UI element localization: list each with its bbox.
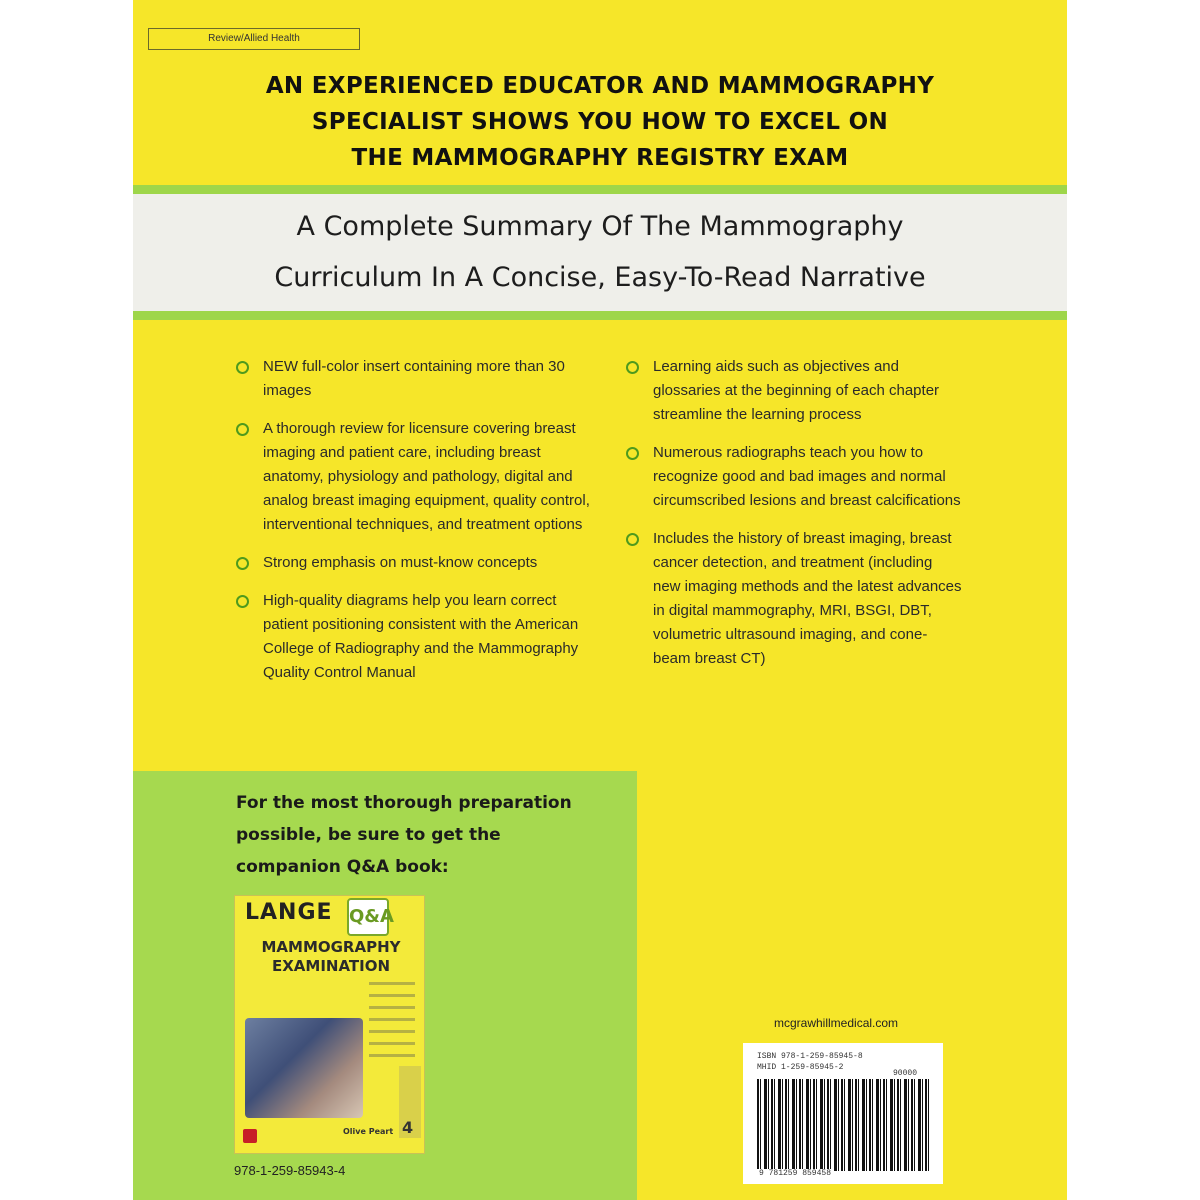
cover-photo: [245, 1018, 363, 1118]
bullet-item: [233, 589, 598, 685]
barcode-icon: [757, 1079, 932, 1171]
green-stripe-top: [133, 185, 1067, 194]
bullet-list-right: [623, 355, 963, 685]
bullet-list-left: [233, 355, 598, 699]
companion-title-line-2: EXAMINATION: [271, 957, 391, 975]
companion-promo-panel: [133, 771, 637, 1200]
lange-logo: LANGE: [245, 900, 333, 925]
qa-badge: Q&A: [347, 898, 389, 936]
bullet-circle-icon: [236, 557, 249, 570]
bullet-text: Strong emphasis on must-know concepts: [263, 554, 538, 571]
bullet-item: [233, 355, 598, 403]
isbn-line: ISBN 978-1-259-85945-8: [757, 1052, 863, 1061]
mhid-line: MHID 1-259-85945-2: [757, 1063, 844, 1072]
companion-author: Olive Peart: [343, 1127, 394, 1136]
publisher-website: mcgrawhillmedical.com: [774, 1016, 899, 1030]
summary-line-1: A Complete Summary Of The Mammography: [296, 211, 904, 242]
companion-title-line-1: MAMMOGRAPHY: [261, 938, 401, 956]
bullet-text: Numerous radiographs teach you how to recognize good and bad images and normal circumscribed lesions and breast calcifications: [653, 444, 961, 509]
book-back-cover: [133, 0, 1067, 1200]
promo-line-1: For the most thorough preparation: [236, 793, 572, 813]
bullet-circle-icon: [236, 595, 249, 608]
barcode-digits: 9 781259 859458: [759, 1169, 832, 1178]
bullet-text: High-quality diagrams help you learn correct patient positioning consistent with the American College of Radiography and the Mammography Quality Control Manual: [263, 592, 579, 681]
bullet-item: [623, 355, 963, 427]
promo-line-2: possible, be sure to get the: [236, 825, 501, 845]
category-label: Review/Allied Health: [148, 28, 360, 50]
headline-line-3: THE MAMMOGRAPHY REGISTRY EXAM: [351, 145, 849, 171]
bullet-circle-icon: [626, 447, 639, 460]
bullet-circle-icon: [626, 361, 639, 374]
bullet-text: A thorough review for licensure covering breast imaging and patient care, including breast anatomy, physiology and pathology, digital and analog breast imaging equipment, quality control, interventional techniques, and treatment options: [263, 420, 590, 533]
bullet-text: Learning aids such as objectives and glossaries at the beginning of each chapter streamline the learning process: [653, 358, 940, 423]
bullet-text: NEW full-color insert containing more than 30 images: [263, 358, 565, 399]
companion-book-title: [241, 938, 421, 976]
green-stripe-bottom: [133, 311, 1067, 320]
bullet-circle-icon: [626, 533, 639, 546]
bullet-circle-icon: [236, 423, 249, 436]
edition-number: 4: [402, 1118, 414, 1137]
companion-book-cover: [234, 895, 425, 1154]
cover-text-lines: [369, 982, 415, 1066]
companion-isbn: 978-1-259-85943-4: [234, 1163, 346, 1178]
bullet-item: [233, 417, 598, 537]
bullet-item: [233, 551, 598, 575]
headline: [133, 68, 1067, 176]
summary-line-2: Curriculum In A Concise, Easy-To-Read Narrative: [274, 262, 926, 293]
headline-line-2: SPECIALIST SHOWS YOU HOW TO EXCEL ON: [311, 109, 889, 135]
bullet-item: [623, 441, 963, 513]
promo-line-3: companion Q&A book:: [236, 857, 449, 877]
publisher-logo-icon: [243, 1129, 257, 1143]
bullet-circle-icon: [236, 361, 249, 374]
bullet-text: Includes the history of breast imaging, breast cancer detection, and treatment (including new imaging methods and the latest advances in digital mammography, MRI, BSGI, DBT, volumetric ultrasound imaging, and cone-beam breast CT): [653, 530, 962, 667]
promo-text: [236, 787, 616, 883]
bullet-item: [623, 527, 963, 671]
barcode-block: [743, 1043, 943, 1184]
summary-band: [133, 194, 1067, 311]
price-code: 90000: [893, 1069, 918, 1078]
barcode-isbn-text: [757, 1051, 863, 1073]
headline-line-1: AN EXPERIENCED EDUCATOR AND MAMMOGRAPHY: [265, 73, 935, 99]
